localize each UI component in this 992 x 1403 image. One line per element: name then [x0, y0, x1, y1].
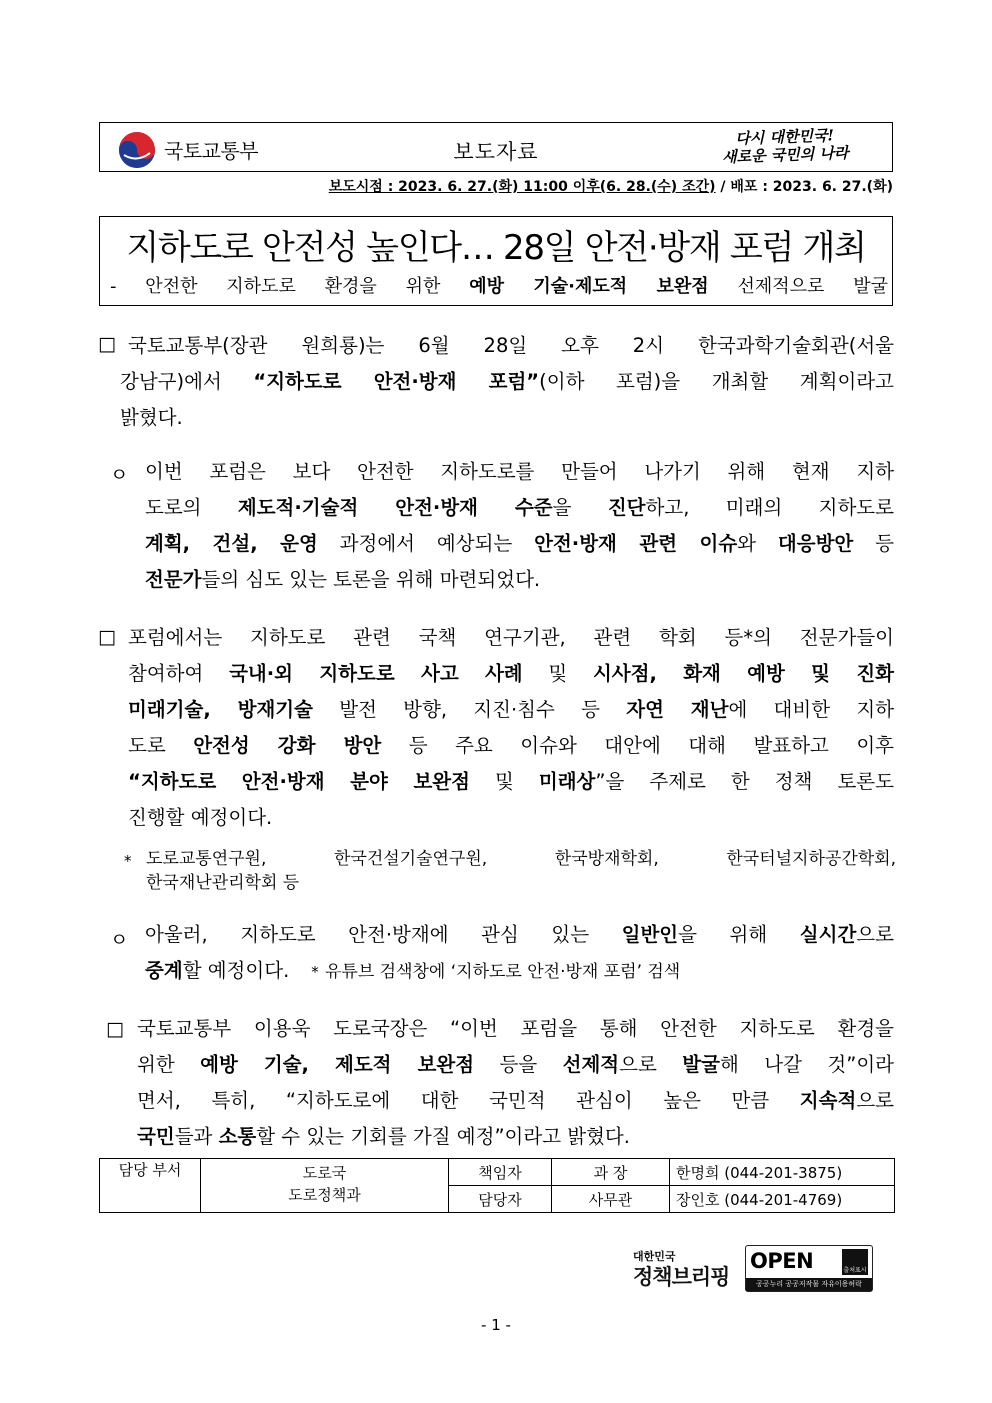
p3-line: 미래기술, 방재기술 발전 방향, 지진·침수 등 자연 재난에 대비한 지하	[128, 698, 894, 721]
title-cell: 사무관	[552, 1186, 670, 1213]
title-cell: 과 장	[552, 1159, 670, 1186]
briefing-small-text: 대한민국	[633, 1250, 676, 1263]
kogl-open-logo	[745, 1245, 873, 1292]
subtitle-bold: 예방 기술·제도적 보완점	[469, 276, 709, 297]
subtitle-text-end: 선제적으로 발굴	[708, 276, 888, 297]
p3-line: 진행할 예정이다.	[128, 806, 273, 829]
p5-line: 면서, 특히, “지하도로에 대한 국민적 관심이 높은 만큼 지속적으로	[137, 1089, 894, 1112]
paragraph-1	[128, 328, 894, 364]
release-info	[329, 176, 893, 196]
document-type: 보도자료	[453, 140, 539, 164]
circle-bullet: ㅇ	[110, 929, 129, 951]
policy-briefing-logo	[633, 1251, 733, 1297]
open-sub-label: 공공누리 공공저작물 자유이용허락	[746, 1278, 872, 1291]
paragraph-5	[137, 1011, 894, 1155]
p2-line: 이번 포럼은 보다 안전한 지하도로를 만들어 나가기 위해 현재 지하	[145, 460, 894, 483]
table-row	[100, 1159, 895, 1186]
paragraph-2	[145, 454, 894, 598]
circle-bullet: ㅇ	[110, 464, 129, 486]
page-number: - 1 -	[481, 1316, 511, 1334]
person-cell: 한명희 (044-201-3875)	[670, 1159, 895, 1186]
p1-line: 국토교통부(장관 원희룡)는 6월 28일 오후 2시 한국과학기술회관(서울	[128, 334, 894, 357]
contact-table	[99, 1158, 895, 1213]
slogan	[689, 125, 880, 172]
square-bullet: □	[106, 1018, 124, 1040]
p3-line: 포럼에서는 지하도로 관련 국책 연구기관, 관련 학회 등*의 전문가들이	[128, 626, 894, 649]
attribution-badge-icon	[842, 1249, 868, 1275]
footnote-line: 한국재난관리학회 등	[146, 873, 300, 893]
dept-division: 도로정책과	[288, 1186, 361, 1204]
square-bullet: □	[98, 626, 116, 648]
dept-label: 담당 부서	[100, 1159, 201, 1213]
p3-line: “지하도로 안전·방재 분야 보완점 및 미래상”을 주제로 한 정책 토론도	[128, 770, 894, 793]
paragraph-1-cont	[120, 364, 894, 436]
slogan-line-2: 새로운 국민의 나라	[721, 143, 849, 167]
p2-line: 도로의 제도적·기술적 안전·방재 수준을 진단하고, 미래의 지하도로	[145, 496, 894, 519]
footnote	[146, 847, 896, 895]
dept-bureau: 도로국	[302, 1164, 347, 1182]
p2-line: 전문가들의 심도 있는 토론을 위해 마련되었다.	[145, 568, 541, 591]
distribution-date: / 배포 : 2023. 6. 27.(화)	[715, 179, 893, 195]
p3-line: 도로 안전성 강화 방안 등 주요 이슈와 대안에 대해 발표하고 이후	[128, 734, 895, 757]
p5-line: 국토교통부 이용욱 도로국장은 “이번 포럼을 통해 안전한 지하도로 환경을	[137, 1017, 894, 1040]
p2-line: 계획, 건설, 운영 과정에서 예상되는 안전·방재 관련 이슈와 대응방안 등	[145, 532, 894, 555]
footnote-line: 도로교통연구원, 한국건설기술연구원, 한국방재학회, 한국터널지하공간학회,	[146, 849, 896, 869]
p4-line: 중계할 예정이다. * 유튜브 검색창에 ‘지하도로 안전·방재 포럼’ 검색	[145, 959, 681, 982]
p5-line: 국민들과 소통할 수 있는 기회를 가질 예정”이라고 밝혔다.	[137, 1125, 630, 1148]
subtitle-text: - 안전한 지하도로 환경을 위한	[110, 276, 470, 297]
asterisk-marker: *	[124, 852, 132, 870]
release-time: 보도시점 : 2023. 6. 27.(화) 11:00 이후(6. 28.(수) 조간)	[328, 179, 716, 195]
p4-line: 아울러, 지하도로 안전·방재에 관심 있는 일반인을 위해 실시간으로	[145, 923, 894, 946]
dept-cell	[201, 1159, 449, 1213]
paragraph-3-cont	[128, 656, 894, 836]
ministry-name: 국토교통부	[164, 139, 259, 163]
role-cell: 책임자	[449, 1159, 552, 1186]
slogan-line-1: 다시 대한민국!	[734, 126, 835, 148]
p1-line: 밝혔다.	[120, 406, 183, 429]
paragraph-3	[128, 620, 894, 656]
attribution-badge-text: 출처표시	[843, 1267, 867, 1274]
person-cell: 장인호 (044-201-4769)	[670, 1186, 895, 1213]
open-label: OPEN	[750, 1249, 814, 1273]
square-bullet: □	[98, 333, 116, 355]
subtitle	[110, 272, 888, 298]
p5-line: 위한 예방 기술, 제도적 보완점 등을 선제적으로 발굴해 나갈 것”이라	[137, 1053, 894, 1076]
p1-line: 강남구)에서 “지하도로 안전·방재 포럼”(이하 포럼)을 개최할 계획이라고	[120, 370, 894, 393]
role-cell: 담당자	[449, 1186, 552, 1213]
briefing-big-text: 정책브리핑	[633, 1265, 730, 1289]
page-title: 지하도로 안전성 높인다… 28일 안전·방재 포럼 개최	[126, 228, 866, 268]
p3-line: 참여하여 국내·외 지하도로 사고 사례 및 시사점, 화재 예방 및 진화	[128, 662, 895, 685]
paragraph-4	[145, 917, 894, 989]
